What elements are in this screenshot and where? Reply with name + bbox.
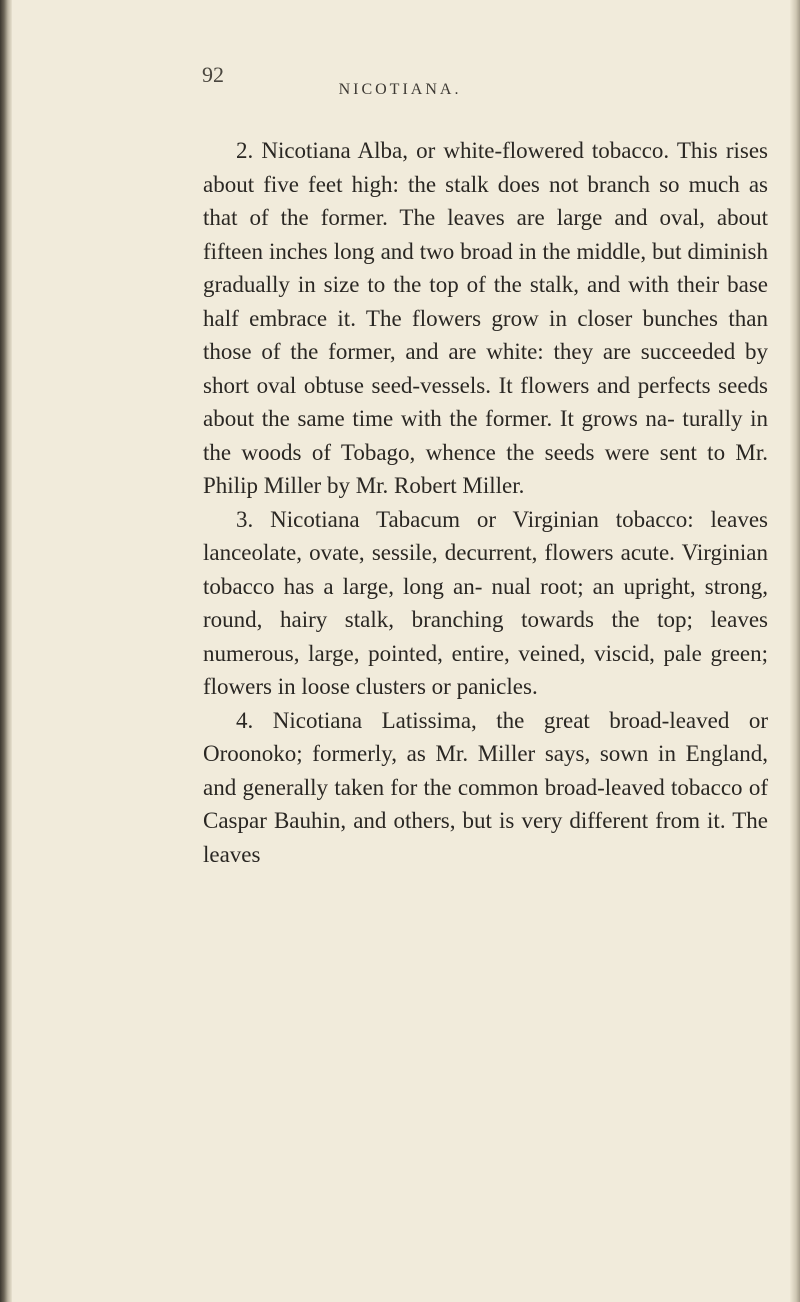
page-outer-edge — [790, 0, 800, 1302]
paragraph-nicotiana-alba: 2. Nicotiana Alba, or white-flowered tobacco. This rises about five feet high: the stalk does not branch so much as that of the former. The leaves are large and oval, about fifteen inches long and two broad in the middle, but diminish gradually in size to the top of the stalk, and with their base half embrace it. The flowers grow in closer bunches than those of the former, and are white: they are succeeded by short oval obtuse seed-vessels. It flowers and perfects seeds about the same time with the former. It grows na- turally in the woods of Tobago, whence the seeds were sent to Mr. Philip Miller by Mr. Robert Miller. — [203, 138, 768, 498]
running-head: NICOTIANA. — [338, 81, 462, 98]
page-binding-edge — [0, 0, 12, 1302]
paragraph-nicotiana-latissima: 4. Nicotiana Latissima, the great broad-leaved or Oroonoko; formerly, as Mr. Miller says, sown in England, and generally taken for the common broad-leaved tobacco of Caspar Bauhin, and others, but is very different from it. The leaves — [203, 707, 768, 867]
paragraph-nicotiana-tabacum: 3. Nicotiana Tabacum or Virginian tobacco: leaves lanceolate, ovate, sessile, decurrent, flowers acute. Virginian tobacco has a large, long an- nual root; an upright, strong, round, hairy stalk, branching towards the top; leaves numerous, large, pointed, entire, veined, viscid, pale green; flowers in loose clusters or panicles. — [203, 506, 768, 699]
body-text — [203, 134, 768, 871]
page-number: 92 — [202, 62, 224, 87]
